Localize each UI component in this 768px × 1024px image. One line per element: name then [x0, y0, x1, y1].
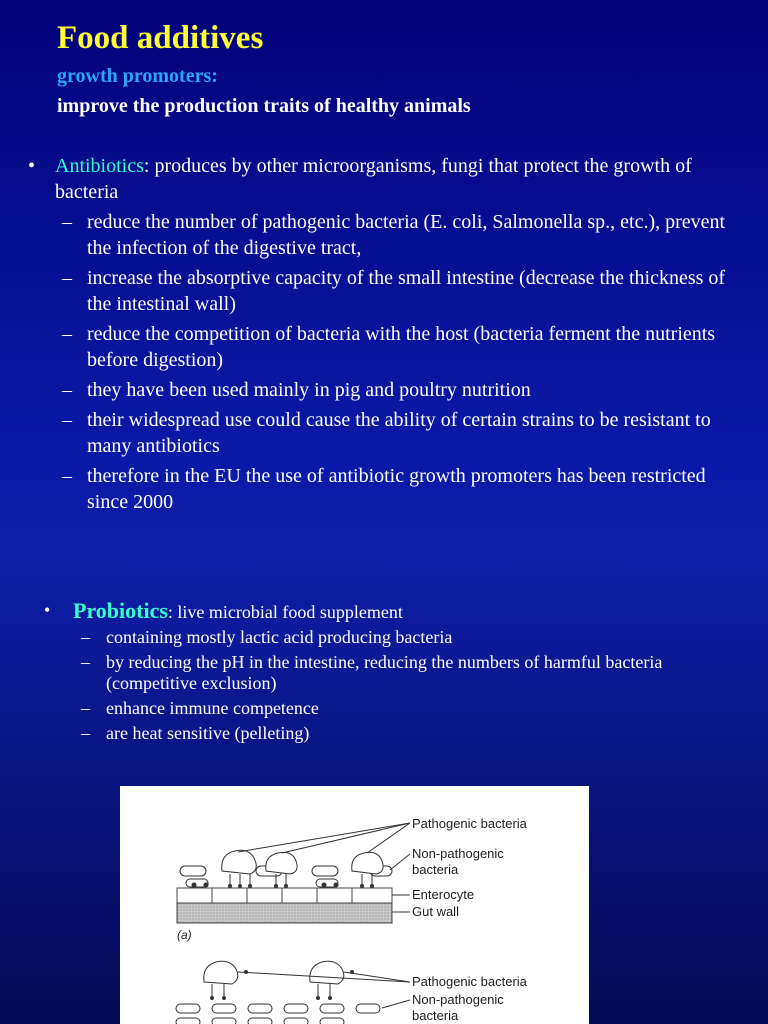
dash-marker: –	[62, 379, 72, 401]
bacteria-diagram-svg	[120, 786, 589, 1024]
label-panel-a: (a)	[177, 928, 192, 942]
dash-marker: –	[81, 627, 90, 647]
gut-wall	[177, 903, 392, 923]
list-item	[44, 627, 744, 648]
list-item	[28, 209, 728, 261]
list-item-text: reduce the competition of bacteria with the host (bacteria ferment the nutrients before digestion)	[87, 323, 716, 371]
list-item	[28, 265, 728, 317]
list-item	[28, 377, 728, 403]
list-item	[44, 723, 744, 744]
list-item-text: reduce the number of pathogenic bacteria (E. coli, Salmonella sp., etc.), prevent the infection of the digestive tract,	[87, 211, 726, 259]
subtitle: growth promoters:	[57, 65, 218, 87]
enterocyte-row	[177, 888, 392, 903]
antibiotics-keyword: Antibiotics	[55, 155, 144, 177]
probiotics-list	[44, 627, 744, 744]
list-item-text: their widespread use could cause the ability of certain strains to be resistant to many antibiotics	[87, 409, 711, 457]
label-nonpath-a-2: bacteria	[412, 862, 459, 877]
label-nonpath-a-1: Non-pathogenic	[412, 846, 504, 861]
probiotics-intro: : live microbial food supplement	[167, 602, 403, 622]
panel-a	[177, 816, 528, 942]
dash-marker: –	[62, 409, 72, 431]
bullet-marker: •	[44, 600, 51, 620]
page-title: Food additives	[57, 20, 264, 56]
dash-marker: –	[62, 323, 72, 345]
list-item-text: are heat sensitive (pelleting)	[106, 723, 310, 743]
dash-marker: –	[62, 267, 72, 289]
label-nonpath-b-1: Non-pathogenic	[412, 992, 504, 1007]
bullet-marker: •	[28, 155, 36, 177]
dash-marker: –	[81, 652, 90, 672]
dash-marker: –	[62, 465, 72, 487]
list-item	[44, 698, 744, 719]
dash-marker: –	[81, 698, 90, 718]
list-item	[28, 321, 728, 373]
label-gut-wall: Gut wall	[412, 904, 459, 919]
list-item-text: they have been used mainly in pig and poultry nutrition	[87, 379, 531, 401]
list-item-text: increase the absorptive capacity of the small intestine (decrease the thickness of the intestinal wall)	[87, 267, 726, 315]
label-enterocyte: Enterocyte	[412, 887, 475, 902]
antibiotics-bullet	[28, 153, 728, 205]
bacteria-diagram	[120, 786, 589, 1024]
probiotics-section	[44, 600, 744, 748]
panel-b	[176, 961, 528, 1024]
list-item-text: enhance immune competence	[106, 698, 319, 718]
list-item-text: containing mostly lactic acid producing bacteria	[106, 627, 453, 647]
list-item-text: by reducing the pH in the intestine, reducing the numbers of harmful bacteria (competitive exclusion)	[106, 652, 663, 693]
dash-marker: –	[81, 723, 90, 743]
list-item	[28, 463, 728, 515]
probiotics-bullet	[44, 600, 744, 623]
label-pathogenic-b: Pathogenic bacteria	[412, 974, 527, 989]
antibiotics-intro: : produces by other microorganisms, fungi that protect the growth of bacteria	[55, 155, 692, 203]
antibiotics-list	[28, 209, 728, 515]
label-pathogenic-a: Pathogenic bacteria	[412, 816, 527, 831]
probiotics-keyword: Probiotics	[73, 598, 168, 623]
antibiotics-section	[28, 153, 728, 519]
label-nonpath-b-2: bacteria	[412, 1008, 459, 1023]
list-item-text: therefore in the EU the use of antibiotic growth promoters has been restricted since 2000	[87, 465, 706, 513]
list-item	[44, 652, 744, 694]
dash-marker: –	[62, 211, 72, 233]
list-item	[28, 407, 728, 459]
subtitle-description: improve the production traits of healthy animals	[57, 95, 471, 117]
